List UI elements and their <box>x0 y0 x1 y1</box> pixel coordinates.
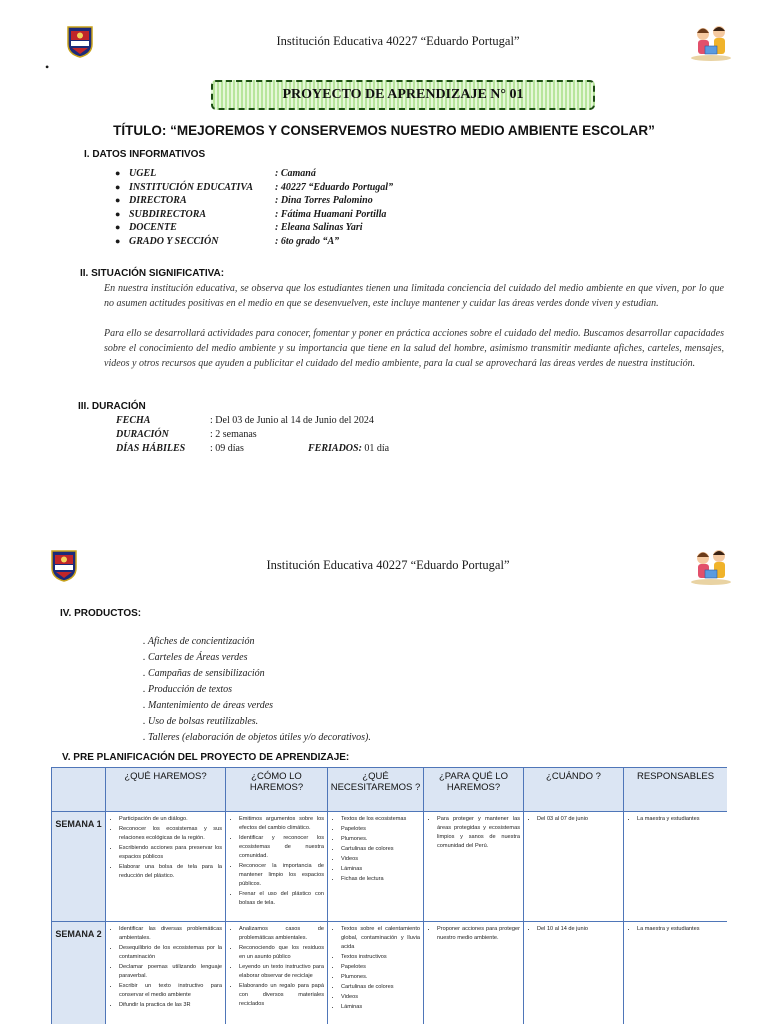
column-header-que-haremos: ¿QUÉ HAREMOS? <box>106 768 226 812</box>
school-crest-logo-page2 <box>50 548 78 587</box>
list-item: • Papelotes <box>341 825 420 834</box>
situacion-paragraph-1: En nuestra institución educativa, se observa que los estudiantes tienen una limitada conciencia del cuidado del medio ambiente en que viven, por lo que no asumen actitudes positivas en el medio en que se desenvuelven, este incluye mantener y cuidar las áreas verdes donde viven y estudian. <box>104 283 724 309</box>
list-item: • Cartulinas de colores <box>341 983 420 992</box>
info-key: GRADO Y SECCIÓN <box>129 235 219 247</box>
dur-value: : 2 semanas <box>210 429 257 440</box>
stray-bullet: • <box>45 60 50 74</box>
cell-responsables <box>624 922 728 1024</box>
cell-responsables <box>624 812 728 922</box>
bullet-icon: ● <box>115 222 121 232</box>
list-item: • Del 03 al 07 de junio <box>537 815 620 824</box>
duracion-row-duracion <box>116 428 616 442</box>
list-item: • Proponer acciones para proteger nuestro medio ambiente. <box>437 925 520 943</box>
info-row-grado <box>115 235 535 249</box>
info-value: : 6to grado “A” <box>275 235 340 247</box>
cell-cuando <box>524 812 624 922</box>
list-item: • Elaborar una bolsa de tela para la reducción del plástico. <box>119 863 222 881</box>
list-item: • Del 10 al 14 de junio <box>537 925 620 934</box>
section-situacion-heading: II. SITUACIÓN SIGNIFICATIVA: <box>80 268 225 279</box>
info-row-directora <box>115 194 535 208</box>
list-item: • Cartulinas de colores <box>341 845 420 854</box>
info-key: INSTITUCIÓN EDUCATIVA <box>129 181 254 193</box>
feriados-field <box>308 442 389 456</box>
section-datos-heading: I. DATOS INFORMATIVOS <box>84 149 206 160</box>
feriados-key: FERIADOS: <box>308 443 362 454</box>
list-item: • Láminas <box>341 1003 420 1012</box>
info-value: : 40227 “Eduardo Portugal” <box>275 181 394 193</box>
duracion-row-dias <box>116 442 616 456</box>
project-title-label: PROYECTO DE APRENDIZAJE N° 01 <box>282 87 524 102</box>
planning-table <box>51 767 727 1024</box>
table-header-row <box>52 768 728 812</box>
info-value: : Camaná <box>275 168 316 179</box>
column-header-para-que: ¿PARA QUÉ LO HAREMOS? <box>424 768 524 812</box>
producto-item: . Uso de bolsas reutilizables. <box>143 716 259 727</box>
cell-que <box>106 812 226 922</box>
list-item: • Para proteger y mantener las áreas protegidas y ecosistemas limpios y sanos de nuestra comunidad del Perú. <box>437 815 520 851</box>
dur-key: DURACIÓN <box>116 429 169 440</box>
situacion-paragraph-2: Para ello se desarrollará actividades para conocer, fomentar y poner en práctica acciones sobre el cuidado del medio. Buscamos desarrollar capacidades sobre el conocimiento del medio ambiente y su importancia que tiene en la salud del hombre, asimismo transmitir mediante afiches, carteles, mensajes, videos y otros recursos que ayuden a publicitar el cuidado del medio ambiente, para la cual se aprovechará las áreas verdes de nuestra institución. <box>104 328 724 369</box>
list-item: • Leyendo un texto instructivo para elaborar observar de reciclaje <box>239 963 324 981</box>
duracion-block <box>116 414 616 456</box>
producto-item: . Campañas de sensibilización <box>143 668 265 679</box>
list-item: • Papelotes <box>341 963 420 972</box>
info-value: : Dina Torres Palomino <box>275 195 373 206</box>
feriados-value: 01 día <box>361 443 390 454</box>
list-item: • Plumones. <box>341 835 420 844</box>
list-item: • Identificar las diversas problemáticas ambientales. <box>119 925 222 943</box>
info-row-institucion <box>115 181 535 195</box>
planning-table-wrapper <box>51 767 727 1024</box>
info-key: UGEL <box>129 168 157 179</box>
section-productos-heading: IV. PRODUCTOS: <box>60 608 142 619</box>
list-item: • Difundir la practica de las 3R <box>119 1001 222 1010</box>
producto-item: . Producción de textos <box>143 684 233 695</box>
header-school-line-page2: Institución Educativa 40227 “Eduardo Portugal” <box>266 558 510 572</box>
bullet-icon: ● <box>115 181 121 192</box>
cell-cuando <box>524 922 624 1024</box>
list-item: • Desequilibrio de los ecosistemas por la contaminación <box>119 944 222 962</box>
list-item: • Textos de los ecosistemas <box>341 815 420 824</box>
info-key: DOCENTE <box>129 222 177 233</box>
info-key: SUBDIRECTORA <box>129 208 207 220</box>
producto-item: . Carteles de Áreas verdes <box>143 652 248 663</box>
school-crest-logo <box>66 24 94 63</box>
list-item: • Emitimos argumentos sobre los efectos del cambio climático. <box>239 815 324 833</box>
info-value: : Eleana Salinas Yari <box>275 222 363 233</box>
list-item: • La maestra y estudiantes <box>637 815 724 824</box>
info-row-docente <box>115 221 535 235</box>
bullet-icon: ● <box>115 235 121 246</box>
children-reading-illustration-page2 <box>688 546 734 591</box>
project-title-box <box>211 80 595 110</box>
info-key: DIRECTORA <box>129 195 187 206</box>
week-label: SEMANA 1 <box>52 812 106 922</box>
column-header-como-lo-haremos: ¿CÓMO LO HAREMOS? <box>226 768 328 812</box>
duracion-row-fecha <box>116 414 616 428</box>
section-preplanificacion-heading: V. PRE PLANIFICACIÓN DEL PROYECTO DE APRENDIZAJE: <box>62 752 350 763</box>
cell-como <box>226 922 328 1024</box>
info-row-subdirectora <box>115 208 535 222</box>
cell-que <box>106 922 226 1024</box>
list-item: • Fichas de lectura <box>341 875 420 884</box>
cell-como <box>226 812 328 922</box>
header-school-line: Institución Educativa 40227 “Eduardo Portugal” <box>276 34 520 48</box>
section-duracion-heading: III. DURACIÓN <box>78 401 146 412</box>
list-item: • Identificar y reconocer los ecosistemas de nuestra comunidad. <box>239 834 324 861</box>
list-item: • Elaborando un regalo para papá con diversos materiales reciclados <box>239 982 324 1009</box>
table-row <box>52 922 728 1024</box>
producto-item: . Mantenimiento de áreas verdes <box>143 700 274 711</box>
cell-necesitaremos <box>328 812 424 922</box>
list-item: • Textos instructivos <box>341 953 420 962</box>
column-header-responsables: RESPONSABLES <box>624 768 728 812</box>
list-item: • Declamar poemas utilizando lenguaje paraverbal. <box>119 963 222 981</box>
productos-list <box>143 634 543 746</box>
info-value: : Fátima Huamani Portilla <box>275 208 387 220</box>
list-item: • Participación de un diálogo. <box>119 815 222 824</box>
week-label: SEMANA 2 <box>52 922 106 1024</box>
column-header-blank <box>52 768 106 812</box>
bullet-icon: ● <box>115 168 121 178</box>
list-item: • Plumones. <box>341 973 420 982</box>
producto-item: . Talleres (elaboración de objetos útiles y/o decorativos). <box>143 732 371 743</box>
children-reading-illustration <box>688 22 734 67</box>
cell-necesitaremos <box>328 922 424 1024</box>
list-item: • Videos <box>341 855 420 864</box>
list-item: • Reconocer la importancia de mantener limpio los espacios públicos. <box>239 862 324 889</box>
list-item: • Reconociendo que los residuos en un asunto público <box>239 944 324 962</box>
document-title: TÍTULO: “MEJOREMOS Y CONSERVEMOS NUESTRO MEDIO AMBIENTE ESCOLAR” <box>113 123 655 138</box>
bullet-icon: ● <box>115 195 121 205</box>
list-item: • Analizamos casos de problemáticas ambientales. <box>239 925 324 943</box>
dur-key: DÍAS HÁBILES <box>116 443 186 454</box>
cell-para-que <box>424 922 524 1024</box>
dur-value: : 09 días <box>210 443 244 454</box>
producto-item: . Afiches de concientización <box>143 636 255 647</box>
list-item: • Frenar el uso del plástico con bolsas de tela. <box>239 890 324 908</box>
table-row <box>52 812 728 922</box>
column-header-que-necesitaremos: ¿QUÉ NECESITAREMOS ? <box>328 768 424 812</box>
column-header-cuando: ¿CUÁNDO ? <box>524 768 624 812</box>
datos-informativos-list <box>115 167 535 248</box>
cell-para-que <box>424 812 524 922</box>
dur-value: : Del 03 de Junio al 14 de Junio del 2024 <box>210 415 374 426</box>
list-item: • Reconocer los ecosistemas y sus relaciones ecológicas de la región. <box>119 825 222 843</box>
list-item: • Láminas <box>341 865 420 874</box>
list-item: • La maestra y estudiantes <box>637 925 724 934</box>
bullet-icon: ● <box>115 208 121 219</box>
list-item: • Textos sobre el calentamiento global, contaminación y lluvia acida <box>341 925 420 952</box>
list-item: • Escribiendo acciones para preservar los espacios públicos <box>119 844 222 862</box>
info-row-ugel <box>115 167 535 181</box>
list-item: • Escribir un texto instructivo para conservar el medio ambiente <box>119 982 222 1000</box>
dur-key: FECHA <box>116 415 151 426</box>
list-item: • Videos <box>341 993 420 1002</box>
